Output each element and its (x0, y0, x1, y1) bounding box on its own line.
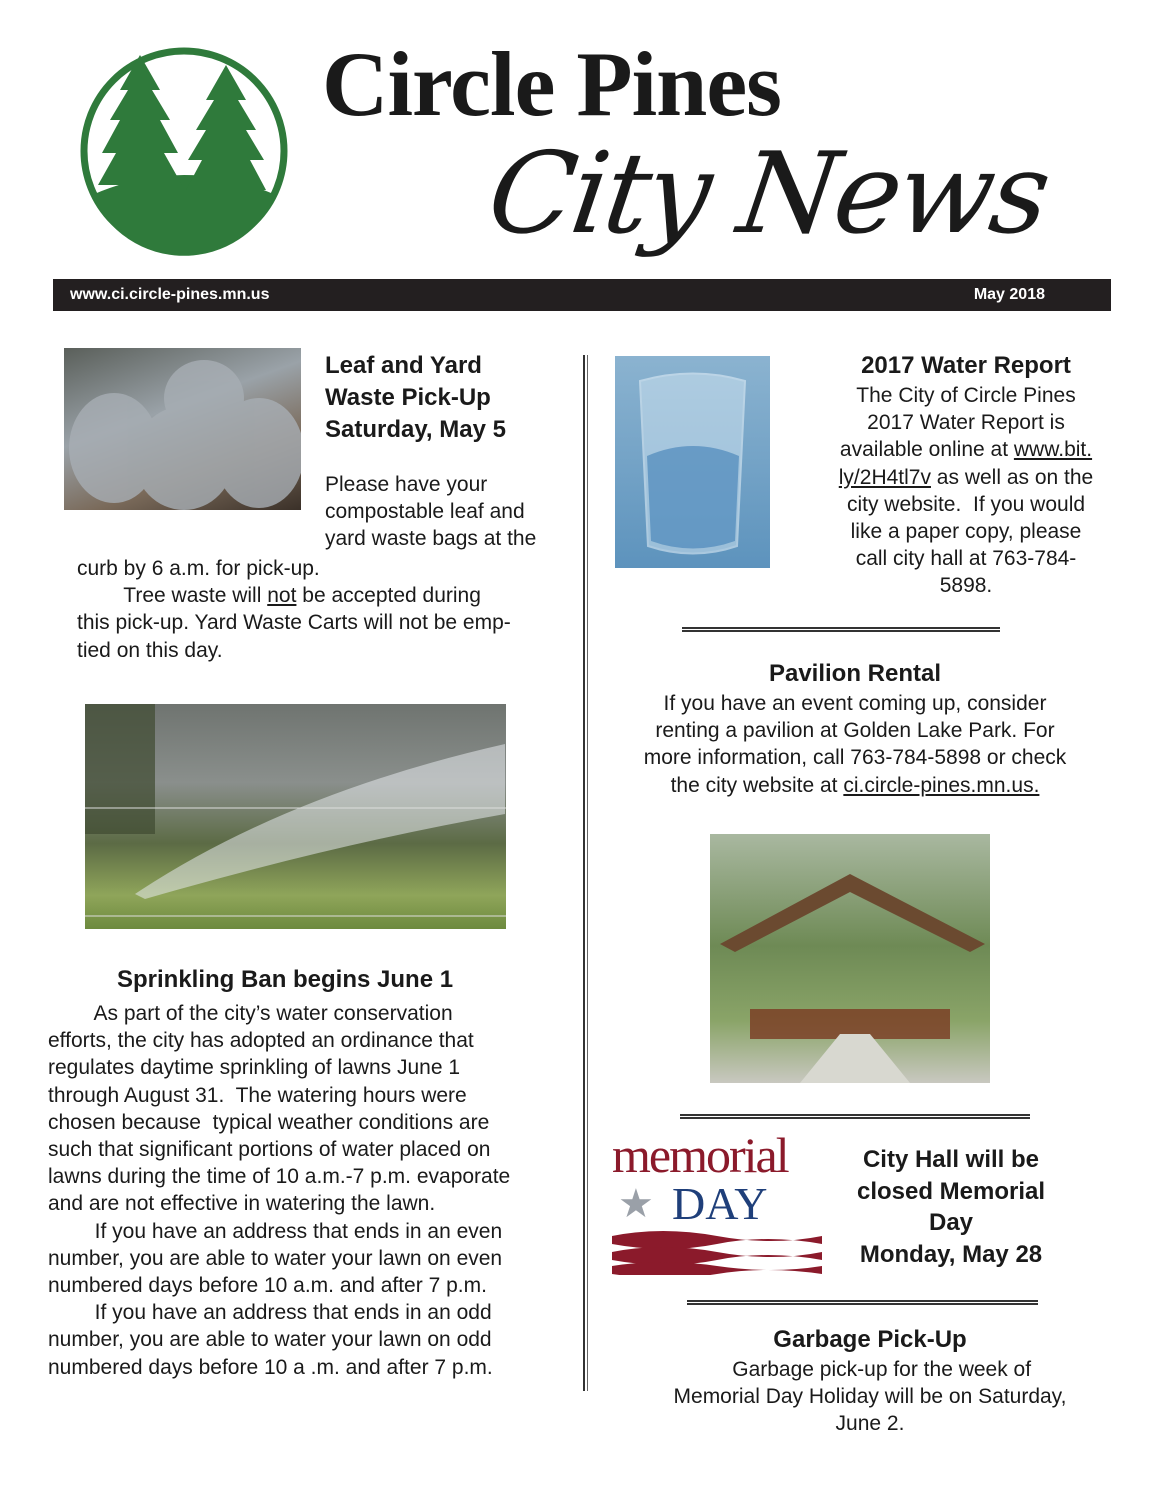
text-segment: the city website at (670, 773, 844, 797)
text-line: tied on this day. (77, 638, 223, 662)
sprinkling-heading: Sprinkling Ban begins June 1 (117, 966, 454, 993)
underlined-link[interactable]: ci.circle-pines.mn.us. (843, 773, 1040, 797)
text-line: City Hall will be (862, 1146, 1040, 1173)
text-line: Please have your (325, 473, 488, 496)
pavilion-heading: Pavilion Rental (768, 660, 942, 687)
website-link[interactable]: www.ci.circle-pines.mn.us (70, 286, 270, 303)
text-line: renting a pavilion at Golden Lake Park. For (655, 719, 1055, 743)
text-segment: be accepted during (296, 584, 481, 608)
text-line: efforts, the city has adopted an ordinance that (48, 1029, 474, 1053)
masthead-title: Circle Pines (322, 33, 781, 135)
water-glass-photo (615, 356, 770, 568)
text-line: Saturday, May 5 (325, 416, 506, 443)
text-line: lawns during the time of 10 a.m.-7 p.m. evaporate (48, 1165, 511, 1189)
water-report-heading: 2017 Water Report (861, 352, 1071, 379)
text-line: 2017 Water Report is (867, 411, 1065, 435)
text-line: yard waste bags at the (325, 527, 537, 551)
city-logo (78, 45, 290, 257)
text-line: The City of Circle Pines (856, 384, 1076, 407)
text-line: Waste Pick-Up (325, 384, 491, 411)
text-line: chosen because typical weather conditions are (48, 1110, 490, 1134)
text-line: If you have an address that ends in an even (48, 1219, 503, 1243)
sprinkler-photo (85, 704, 506, 929)
sprinkling-body (48, 1000, 510, 1381)
text-line (77, 582, 511, 609)
text-line: city website. If you would (846, 492, 1086, 516)
text-line: As part of the city’s water conservation (48, 1002, 453, 1025)
pavilion-body (605, 690, 1105, 799)
leaf-bags-photo (64, 348, 301, 510)
pavilion-photo (710, 834, 990, 1083)
text-line: 5898. (939, 574, 993, 598)
text-line (816, 436, 1116, 463)
text-line: If you have an address that ends in an odd (48, 1301, 492, 1325)
water-report-body (816, 382, 1116, 600)
text-line: June 2. (835, 1412, 905, 1436)
underlined-link[interactable]: ly/2H4tl7v (838, 465, 931, 489)
text-line: such that significant portions of water placed on (48, 1138, 491, 1162)
masthead-subtitle: City News (480, 129, 1056, 259)
masthead-bar (53, 279, 1111, 311)
leaf-heading (325, 350, 506, 446)
text-line: Monday, May 28 (859, 1240, 1043, 1268)
text-line: If you have an event coming up, consider (663, 692, 1047, 715)
text-line: compostable leaf and (325, 500, 525, 524)
section-divider (687, 1300, 1038, 1305)
text-line: Garbage pick-up for the week of (708, 1358, 1032, 1381)
column-divider (583, 355, 588, 1391)
text-line: closed Memorial (856, 1177, 1046, 1205)
text-segment: available online at (839, 438, 1014, 462)
underlined-link: not (267, 584, 297, 608)
leaf-intro (325, 471, 565, 553)
text-line: curb by 6 a.m. for pick-up. (77, 557, 320, 580)
text-line (816, 464, 1116, 491)
text-line: more information, call 763-784-5898 or check (643, 746, 1067, 770)
text-line: through August 31. The watering hours were (48, 1083, 467, 1107)
text-line: Memorial Day Holiday will be on Saturday, (673, 1385, 1067, 1409)
text-line: number, you are able to water your lawn on even (48, 1246, 503, 1270)
text-segment: as well as on the (930, 465, 1094, 489)
text-line: Leaf and Yard (325, 352, 482, 379)
text-line: like a paper copy, please (850, 520, 1082, 544)
text-line: regulates daytime sprinkling of lawns June 1 (48, 1056, 461, 1080)
section-divider (682, 627, 1000, 632)
memorial-day-notice (830, 1144, 1072, 1270)
section-divider (680, 1114, 1030, 1119)
text-line: number, you are able to water your lawn on odd (48, 1328, 492, 1352)
garbage-heading: Garbage Pick-Up (773, 1326, 967, 1353)
text-line: this pick-up. Yard Waste Carts will not be emp- (77, 611, 511, 635)
text-line: call city hall at 763-784- (855, 547, 1077, 571)
text-line: numbered days before 10 a.m. and after 7 p.m. (48, 1274, 487, 1298)
text-segment: Tree waste will (77, 584, 268, 608)
star-icon: ★ (618, 1181, 654, 1227)
underlined-link[interactable]: www.bit. (1013, 438, 1093, 462)
leaf-body (77, 555, 511, 664)
text-line: numbered days before 10 a .m. and after 7 p.m. (48, 1355, 493, 1379)
day-logo-text: DAY (672, 1178, 768, 1229)
text-line (605, 772, 1105, 799)
text-line: and are not effective in watering the lawn. (48, 1192, 436, 1216)
issue-date: May 2018 (973, 286, 1045, 303)
memorial-day-logo (612, 1127, 822, 1275)
memorial-logo-text: memorial (612, 1127, 788, 1183)
text-line: Day (928, 1209, 974, 1236)
garbage-body (620, 1356, 1120, 1438)
